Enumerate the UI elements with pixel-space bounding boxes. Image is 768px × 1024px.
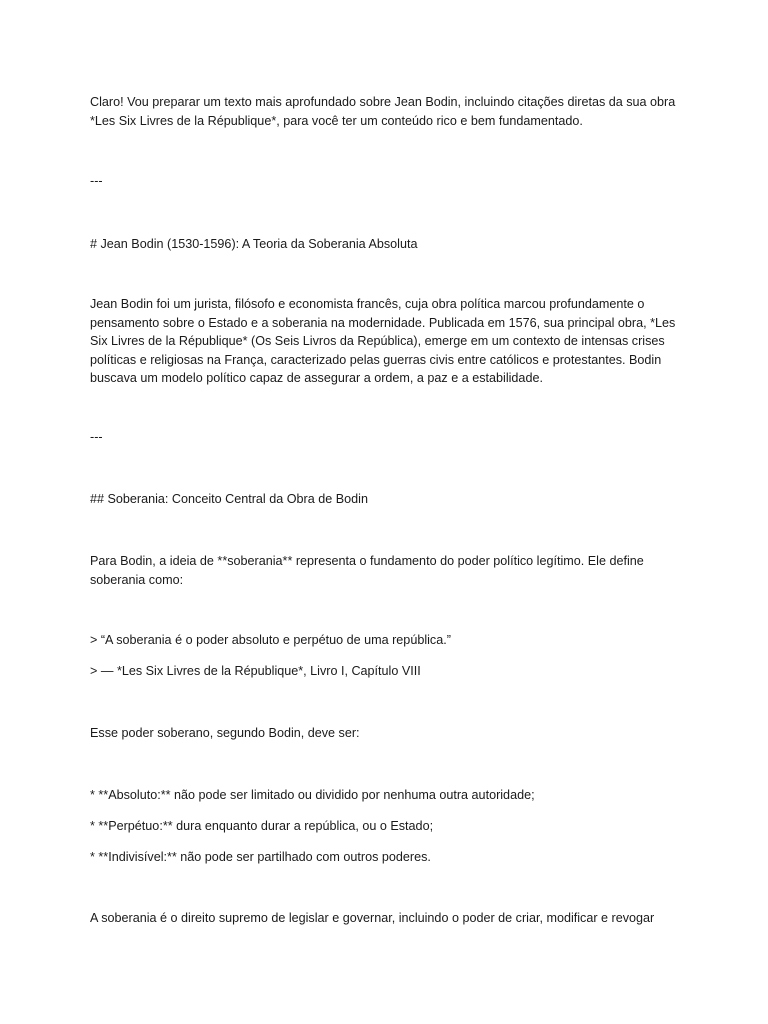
closing-paragraph: A soberania é o direito supremo de legislar e governar, incluindo o poder de criar, modificar e revogar xyxy=(90,911,655,925)
list-item: * **Perpétuo:** dura enquanto durar a república, ou o Estado; xyxy=(90,819,434,833)
blockquote-text: > “A soberania é o poder absoluto e perpétuo de uma república.” xyxy=(90,633,451,647)
list-item: * **Indivisível:** não pode ser partilhado com outros poderes. xyxy=(90,850,431,864)
list-item: * **Absoluto:** não pode ser limitado ou dividido por nenhuma outra autoridade; xyxy=(90,788,535,802)
list-intro-paragraph: Esse poder soberano, segundo Bodin, deve ser: xyxy=(90,726,360,740)
bio-paragraph: Jean Bodin foi um jurista, filósofo e economista francês, cuja obra política marcou profundamente o pensamento sobre o Estado e a soberania na modernidade. Publicada em 1576, sua principal obra, *Les Six Livres de la République* (Os Seis Livros da República), emerge em um contexto de intensas crises políticas e religiosas na França, caracterizado pelas guerras civis entre católicos e protestantes. Bodin buscava um modelo político capaz de assegurar a ordem, a paz e a estabilidade. xyxy=(90,297,676,385)
intro-paragraph: Claro! Vou preparar um texto mais aprofundado sobre Jean Bodin, incluindo citações diretas da sua obra *Les Six Livres de la République*, para você ter um conteúdo rico e bem fundamentado. xyxy=(90,95,676,128)
blockquote-source: > — *Les Six Livres de la République*, Livro I, Capítulo VIII xyxy=(90,664,421,678)
separator-line: --- xyxy=(90,430,103,444)
main-heading: # Jean Bodin (1530-1596): A Teoria da Soberania Absoluta xyxy=(90,237,418,251)
section-heading: ## Soberania: Conceito Central da Obra de Bodin xyxy=(90,492,368,506)
separator-line: --- xyxy=(90,174,103,188)
definition-paragraph: Para Bodin, a ideia de **soberania** representa o fundamento do poder político legítimo. Ele define soberania como: xyxy=(90,554,644,587)
